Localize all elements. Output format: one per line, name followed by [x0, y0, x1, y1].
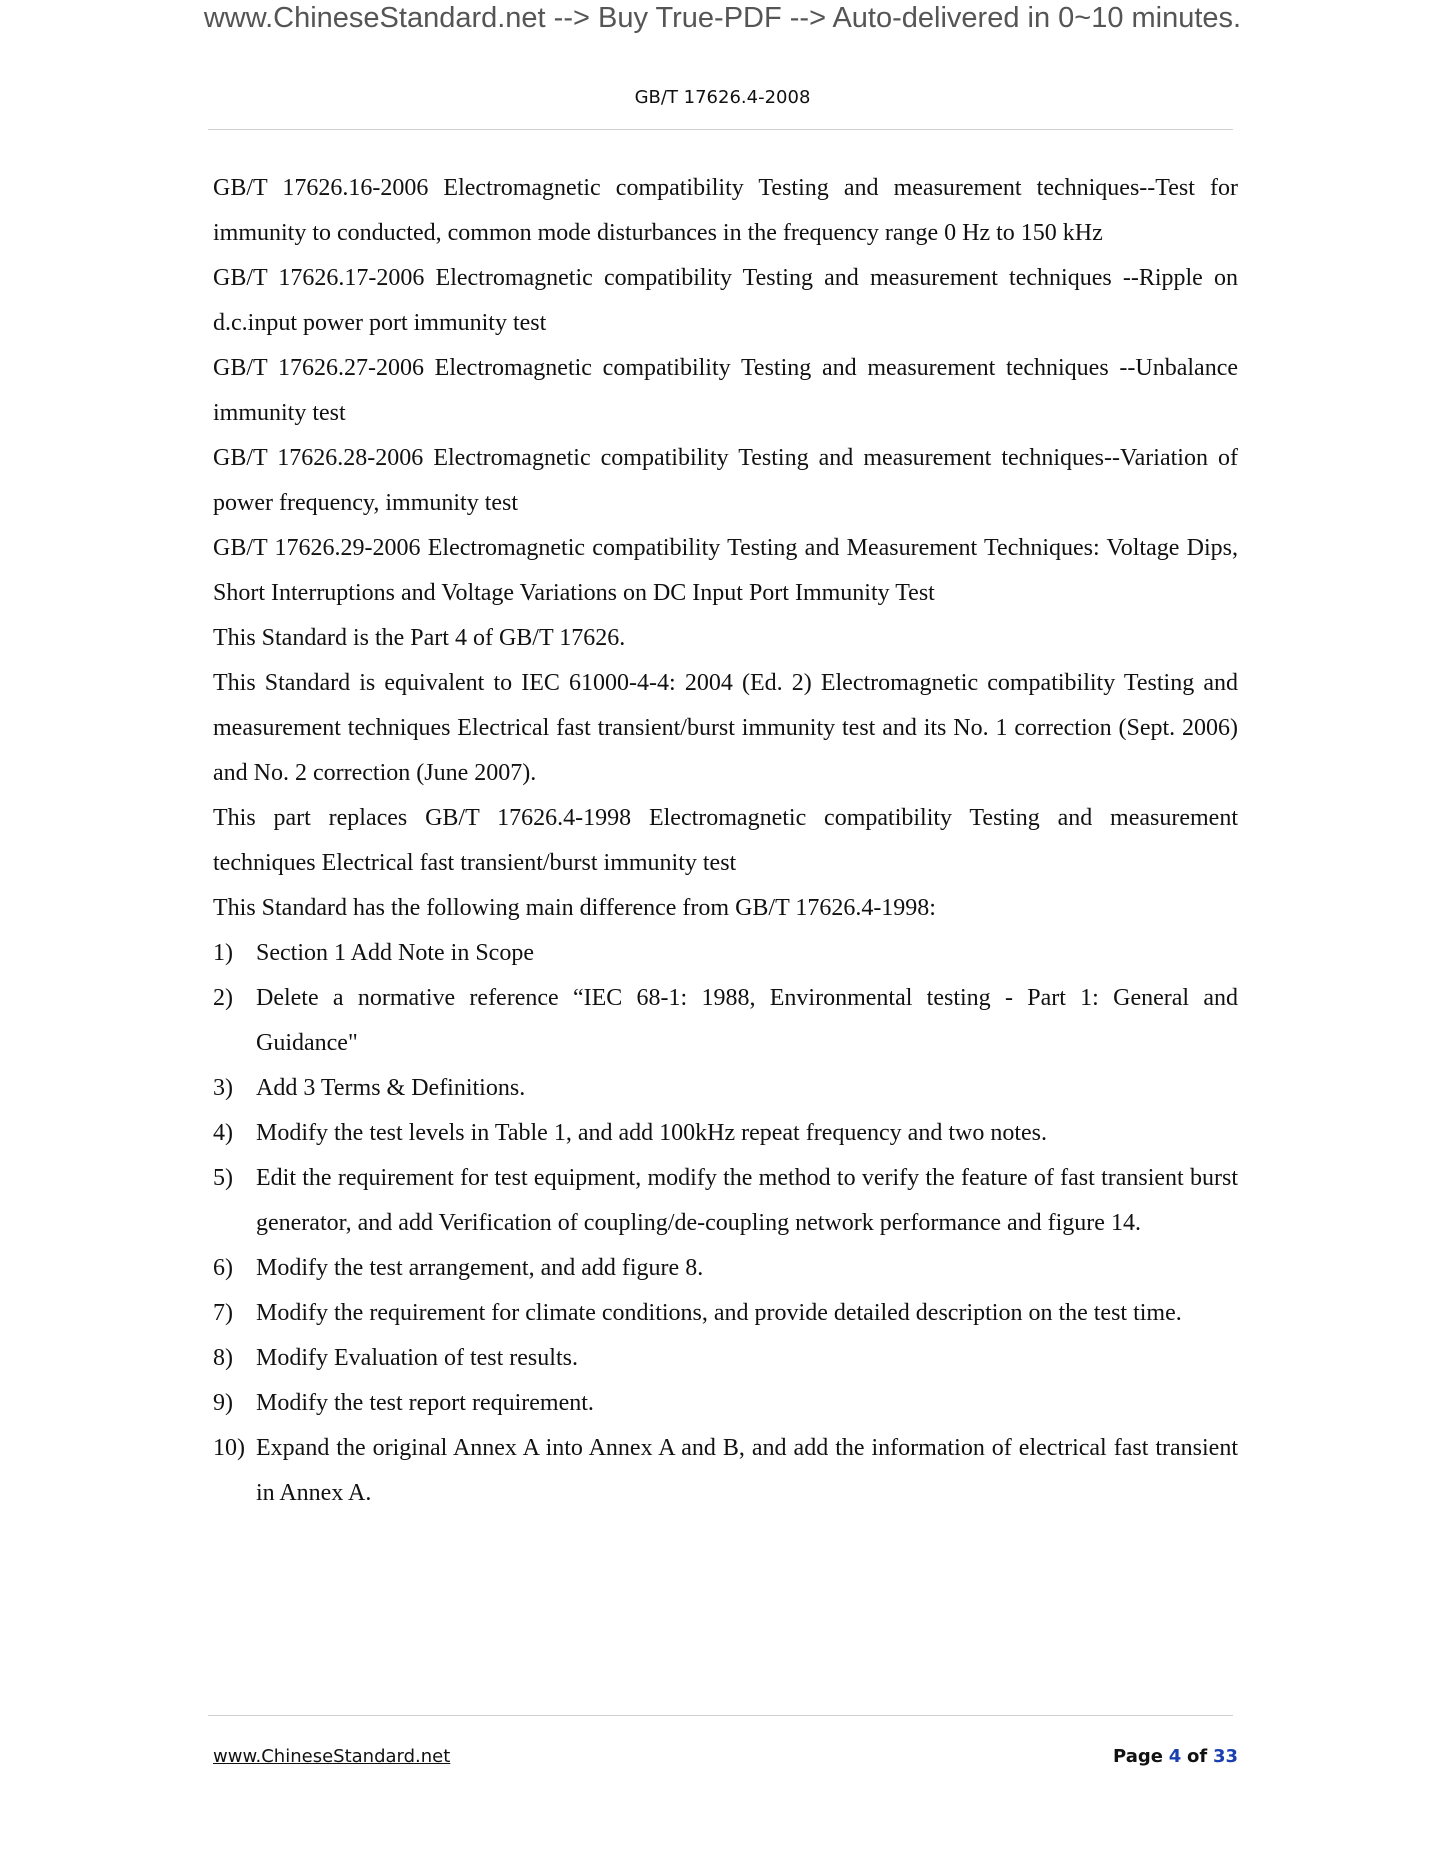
page-body: [213, 166, 1238, 1516]
differences-intro: This Standard has the following main difference from GB/T 17626.4-1998:: [213, 895, 936, 921]
list-item: [213, 976, 1238, 1066]
list-item-text: Modify Evaluation of test results.: [256, 1345, 578, 1371]
page-label: Page: [1113, 1746, 1163, 1767]
list-item: [213, 1156, 1238, 1246]
list-item-number: 1): [213, 940, 233, 966]
list-item-text: Modify the requirement for climate conditions, and provide detailed description on the test time.: [256, 1300, 1182, 1326]
list-item-text: Add 3 Terms & Definitions.: [256, 1075, 526, 1101]
list-item: [213, 1291, 1238, 1336]
differences-list: [213, 931, 1238, 1516]
list-item-text: Expand the original Annex A into Annex A and B, and add the information of electrical fast transient in Annex A.: [256, 1435, 1238, 1506]
equivalence-statement: This Standard is equivalent to IEC 61000-4-4: 2004 (Ed. 2) Electromagnetic compatibility Testing and measurement techniques Electrical fast transient/burst immunity test and its No. 1 correction (Sept. 2006) and No. 2 correction (June 2007).: [213, 670, 1238, 786]
footer-divider: [208, 1715, 1233, 1716]
standard-number-header: GB/T 17626.4-2008: [634, 87, 811, 108]
list-item-number: 10): [213, 1435, 245, 1461]
page-of-label: of: [1187, 1746, 1208, 1767]
list-item-text: Delete a normative reference “IEC 68-1: 1988, Environmental testing - Part 1: General and Guidance": [256, 985, 1238, 1056]
list-item: [213, 1426, 1238, 1516]
list-item: [213, 931, 1238, 976]
reference-gbt-17626-28: GB/T 17626.28-2006 Electromagnetic compatibility Testing and measurement techniques--Variation of power frequency, immunity test: [213, 445, 1238, 516]
list-item-text: Section 1 Add Note in Scope: [256, 940, 534, 966]
page-indicator: [1113, 1742, 1238, 1772]
reference-gbt-17626-29: GB/T 17626.29-2006 Electromagnetic compatibility Testing and Measurement Techniques: Voltage Dips, Short Interruptions and Voltage Variations on DC Input Port Immunity Test: [213, 535, 1238, 606]
footer-website-link[interactable]: www.ChineseStandard.net: [213, 1746, 451, 1767]
list-item-number: 5): [213, 1165, 233, 1191]
list-item-number: 8): [213, 1345, 233, 1371]
list-item-text: Modify the test arrangement, and add figure 8.: [256, 1255, 704, 1281]
reference-gbt-17626-27: GB/T 17626.27-2006 Electromagnetic compatibility Testing and measurement techniques --Unbalance immunity test: [213, 355, 1238, 426]
reference-gbt-17626-16: GB/T 17626.16-2006 Electromagnetic compatibility Testing and measurement techniques--Test for immunity to conducted, common mode disturbances in the frequency range 0 Hz to 150 kHz: [213, 175, 1238, 246]
top-banner[interactable]: www.ChineseStandard.net --> Buy True-PDF --> Auto-delivered in 0~10 minutes.: [203, 2, 1242, 34]
list-item-text: Modify the test report requirement.: [256, 1390, 594, 1416]
part-statement: This Standard is the Part 4 of GB/T 17626.: [213, 625, 626, 651]
list-item-number: 9): [213, 1390, 233, 1416]
list-item-number: 4): [213, 1120, 233, 1146]
page-total: 33: [1212, 1746, 1238, 1767]
list-item: [213, 1111, 1238, 1156]
page-footer: [213, 1742, 1238, 1772]
replacement-statement: This part replaces GB/T 17626.4-1998 Electromagnetic compatibility Testing and measurement techniques Electrical fast transient/burst immunity test: [213, 805, 1238, 876]
list-item-number: 3): [213, 1075, 233, 1101]
list-item: [213, 1246, 1238, 1291]
list-item-number: 2): [213, 985, 233, 1011]
list-item: [213, 1381, 1238, 1426]
list-item-number: 7): [213, 1300, 233, 1326]
list-item: [213, 1336, 1238, 1381]
list-item: [213, 1066, 1238, 1111]
reference-gbt-17626-17: GB/T 17626.17-2006 Electromagnetic compatibility Testing and measurement techniques --Ripple on d.c.input power port immunity test: [213, 265, 1238, 336]
header-divider: [208, 129, 1233, 130]
page-current: 4: [1168, 1746, 1182, 1767]
list-item-text: Edit the requirement for test equipment, modify the method to verify the feature of fast transient burst generator, and add Verification of coupling/de-coupling network performance and figure 14.: [256, 1165, 1238, 1236]
list-item-number: 6): [213, 1255, 233, 1281]
list-item-text: Modify the test levels in Table 1, and add 100kHz repeat frequency and two notes.: [256, 1120, 1047, 1146]
